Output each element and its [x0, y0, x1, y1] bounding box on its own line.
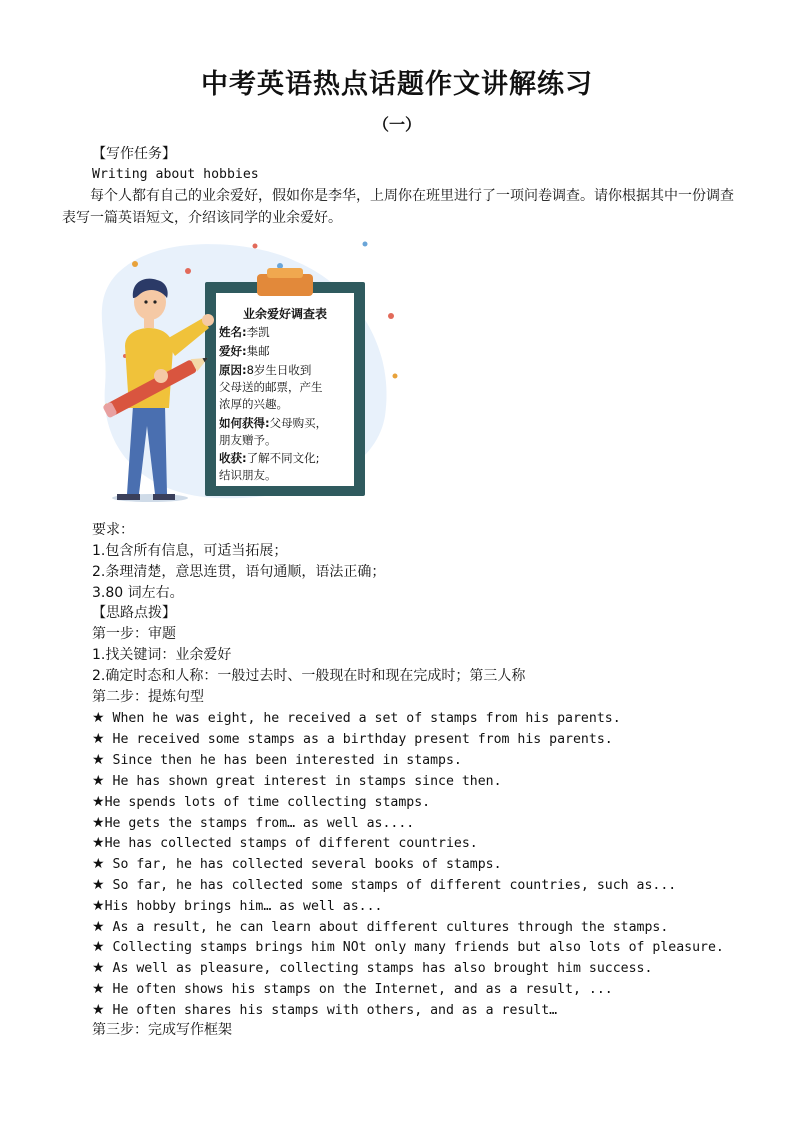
task-description: 每个人都有自己的业余爱好，假如你是李华，上周你在班里进行了一项问卷调查。请你根据其中一份调查表写一篇英语短文，介绍该同学的业余爱好。: [62, 188, 734, 226]
page-title: 中考英语热点话题作文讲解练习: [201, 69, 593, 100]
svg-text:姓名:李凯: [219, 325, 270, 339]
sentence-text: When he was eight, he received a set of stamps from his parents.: [104, 711, 621, 726]
guide-heading: 【思路点拨】: [92, 605, 176, 621]
sentence-text: So far, he has collected some stamps of different countries, such as...: [104, 878, 677, 893]
sentence-text: He has collected stamps of different countries.: [104, 836, 478, 851]
survey-reason-value-1: 8岁生日收到: [246, 363, 312, 377]
requirement-item-2: 2.条理清楚，意思连贯，语句通顺，语法正确；: [92, 564, 386, 580]
svg-text:如何获得:父母购买，: [219, 416, 327, 430]
list-item: [92, 875, 676, 896]
sentence-text: He has shown great interest in stamps since then.: [104, 774, 502, 789]
list-item: [92, 813, 414, 834]
star-icon: ★: [92, 773, 105, 789]
survey-gain-label: 收获:: [219, 451, 247, 465]
survey-title: 业余爱好调查表: [242, 307, 328, 321]
list-item: [92, 937, 724, 958]
list-item: [92, 1000, 557, 1021]
page-subtitle: （一）: [372, 115, 421, 134]
step1-item-1: 1.找关键词：业余爱好: [92, 647, 232, 663]
list-item: [92, 750, 462, 771]
list-item: [92, 792, 430, 813]
star-icon: ★: [92, 919, 105, 935]
requirement-item-3: 3.80 词左右。: [92, 585, 184, 601]
sentence-text: Since then he has been interested in stamps.: [104, 753, 462, 768]
sentence-text: He received some stamps as a birthday present from his parents.: [104, 732, 613, 747]
requirement-item-1: 1.包含所有信息，可适当拓展；: [92, 543, 288, 559]
survey-name-label: 姓名:: [219, 325, 247, 339]
step1-heading: 第一步：审题: [92, 626, 176, 642]
survey-how-value-1: 父母购买，: [269, 416, 328, 430]
list-item: [92, 771, 502, 792]
list-item: [92, 896, 382, 917]
survey-reason-label: 原因:: [219, 363, 247, 377]
list-item: [92, 833, 478, 854]
star-icon: ★: [92, 710, 105, 726]
sentence-text: As well as pleasure, collecting stamps has also brought him success.: [104, 961, 653, 976]
survey-reason-value-3: 浓厚的兴趣。: [219, 397, 288, 411]
sentence-text: So far, he has collected several books of stamps.: [104, 857, 502, 872]
survey-reason-value-2: 父母送的邮票，产生: [219, 380, 323, 394]
survey-hobby-value: 集邮: [246, 344, 270, 358]
star-icon: ★: [92, 815, 105, 831]
star-icon: ★: [92, 794, 105, 810]
list-item: [92, 854, 502, 875]
step3-heading: 第三步：完成写作框架: [92, 1022, 232, 1038]
requirements-heading: 要求：: [92, 522, 134, 538]
svg-text:收获:了解不同文化;: [219, 451, 319, 465]
star-icon: ★: [92, 898, 105, 914]
sentence-text: His hobby brings him… as well as...: [104, 899, 383, 914]
star-icon: ★: [92, 856, 105, 872]
step2-heading: 第二步：提炼句型: [92, 689, 204, 705]
task-topic: Writing about hobbies: [92, 167, 259, 182]
sentence-text: He often shares his stamps with others, and as a result…: [104, 1003, 558, 1018]
star-icon: ★: [92, 960, 105, 976]
survey-gain-value-1: 了解不同文化;: [246, 451, 320, 465]
sentence-text: Collecting stamps brings him NOt only many friends but also lots of pleasure.: [104, 940, 724, 955]
task-heading: 【写作任务】: [92, 146, 176, 162]
star-icon: ★: [92, 731, 105, 747]
list-item: [92, 979, 613, 1000]
star-icon: ★: [92, 835, 105, 851]
svg-text:爱好:集邮: [218, 344, 270, 358]
sentence-text: He gets the stamps from… as well as....: [104, 816, 415, 831]
sentence-text: He often shows his stamps on the Internet, and as a result, ...: [104, 982, 613, 997]
star-icon: ★: [92, 1002, 105, 1018]
survey-name-value: 李凯: [246, 325, 270, 339]
star-icon: ★: [92, 939, 105, 955]
list-item: [92, 917, 668, 938]
list-item: [92, 729, 613, 750]
list-item: [92, 958, 652, 979]
survey-how-label: 如何获得:: [219, 416, 270, 430]
list-item: [92, 708, 621, 729]
star-icon: ★: [92, 877, 105, 893]
survey-hobby-label: 爱好:: [219, 344, 247, 358]
svg-text:原因:8岁生日收到: [219, 363, 311, 377]
survey-illustration: [95, 236, 405, 508]
step1-item-2: 2.确定时态和人称：一般过去时、一般现在时和现在完成时；第三人称: [92, 668, 526, 684]
sentence-text: He spends lots of time collecting stamps.: [104, 795, 431, 810]
survey-gain-value-2: 结识朋友。: [219, 468, 277, 482]
survey-how-value-2: 朋友赠予。: [219, 433, 277, 447]
star-icon: ★: [92, 981, 105, 997]
star-icon: ★: [92, 752, 105, 768]
sentence-text: As a result, he can learn about different cultures through the stamps.: [104, 920, 669, 935]
